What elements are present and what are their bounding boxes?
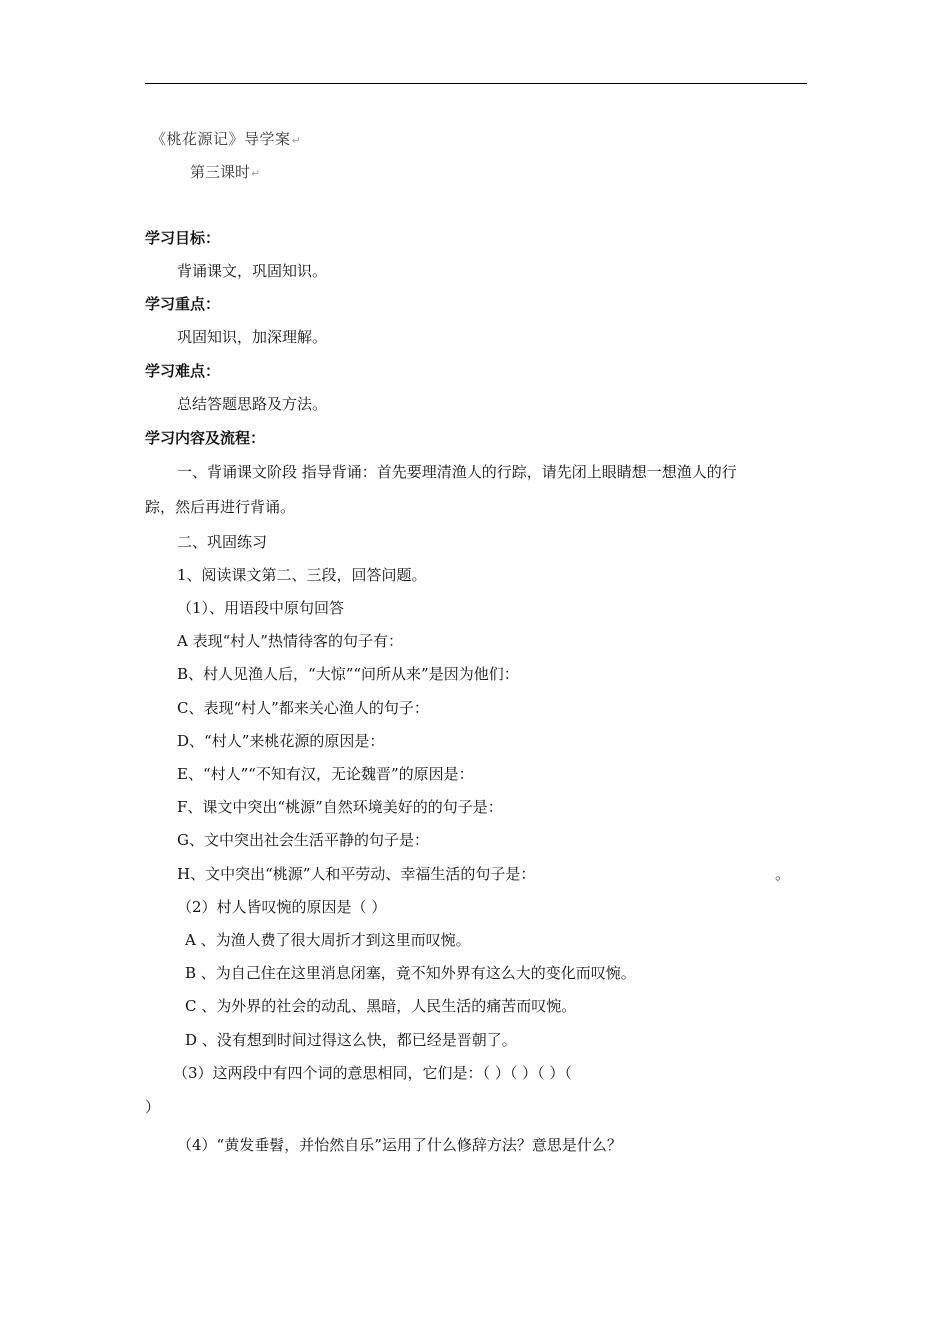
question-2: （2）村人皆叹惋的原因是（ ） xyxy=(177,898,387,916)
list-item: A 表现“村人”热情待客的句子有： xyxy=(177,632,403,650)
list-item: D、“村人”来桃花源的原因是： xyxy=(177,732,385,750)
item-h-end-mark: 。 xyxy=(775,865,791,883)
question-4: （4）“黄发垂髫，并怡然自乐”运用了什么修辞方法？意思是什么？ xyxy=(177,1136,622,1154)
difficulties-heading: 学习难点： xyxy=(145,362,221,380)
paragraph-mark-icon: ↵ xyxy=(291,134,302,147)
list-item: B、村人见渔人后，“大惊”“问所从来”是因为他们： xyxy=(177,665,519,683)
question-1: 1、阅读课文第二、三段，回答问题。 xyxy=(177,566,427,584)
paragraph-mark-icon: ↵ xyxy=(251,167,261,180)
list-item: H、文中突出“桃源”人和平劳动、幸福生活的句子是： xyxy=(177,865,536,883)
doc-title: 《桃花源记》导学案↵ xyxy=(151,130,302,148)
difficulties-text: 总结答题思路及方法。 xyxy=(177,395,328,413)
goals-heading: 学习目标： xyxy=(145,229,221,247)
list-item: E、“村人”“不知有汉，无论魏晋”的原因是： xyxy=(177,765,474,783)
goals-text: 背诵课文，巩固知识。 xyxy=(177,262,328,280)
question-3-line1: （3）这两段中有四个词的意思相同，它们是：（ ）（ ）（ ）（ xyxy=(173,1064,572,1082)
list-item: C、表现“村人”都来关心渔人的句子： xyxy=(177,699,429,717)
list-item: F、课文中突出“桃源”自然环境美好的的句子是： xyxy=(177,798,503,816)
content-heading: 学习内容及流程： xyxy=(145,429,266,447)
option-d: D 、没有想到时间过得这么快，都已经是晋朝了。 xyxy=(185,1031,517,1049)
question-3-line2: ） xyxy=(145,1098,161,1116)
title-block xyxy=(145,124,315,188)
lesson-label: 第三课时↵ xyxy=(190,163,261,181)
step2-heading: 二、巩固练习 xyxy=(177,533,268,551)
option-c: C 、为外界的社会的动乱、黑暗，人民生活的痛苦而叹惋。 xyxy=(185,997,577,1015)
header-rule xyxy=(145,83,807,84)
step1-line2: 踪，然后再进行背诵。 xyxy=(145,498,296,516)
question-1-1: （1）、用语段中原句回答 xyxy=(177,599,345,617)
option-b: B 、为自己住在这里消息闭塞，竟不知外界有这么大的变化而叹惋。 xyxy=(185,964,636,982)
option-a: A 、为渔人费了很大周折才到这里而叹惋。 xyxy=(185,931,471,949)
list-item: G、文中突出社会生活平静的句子是： xyxy=(177,831,429,849)
key-points-text: 巩固知识，加深理解。 xyxy=(177,328,328,346)
key-points-heading: 学习重点： xyxy=(145,295,221,313)
step1-line1: 一、背诵课文阶段 指导背诵：首先要理清渔人的行踪，请先闭上眼睛想一想渔人的行 xyxy=(177,463,737,481)
